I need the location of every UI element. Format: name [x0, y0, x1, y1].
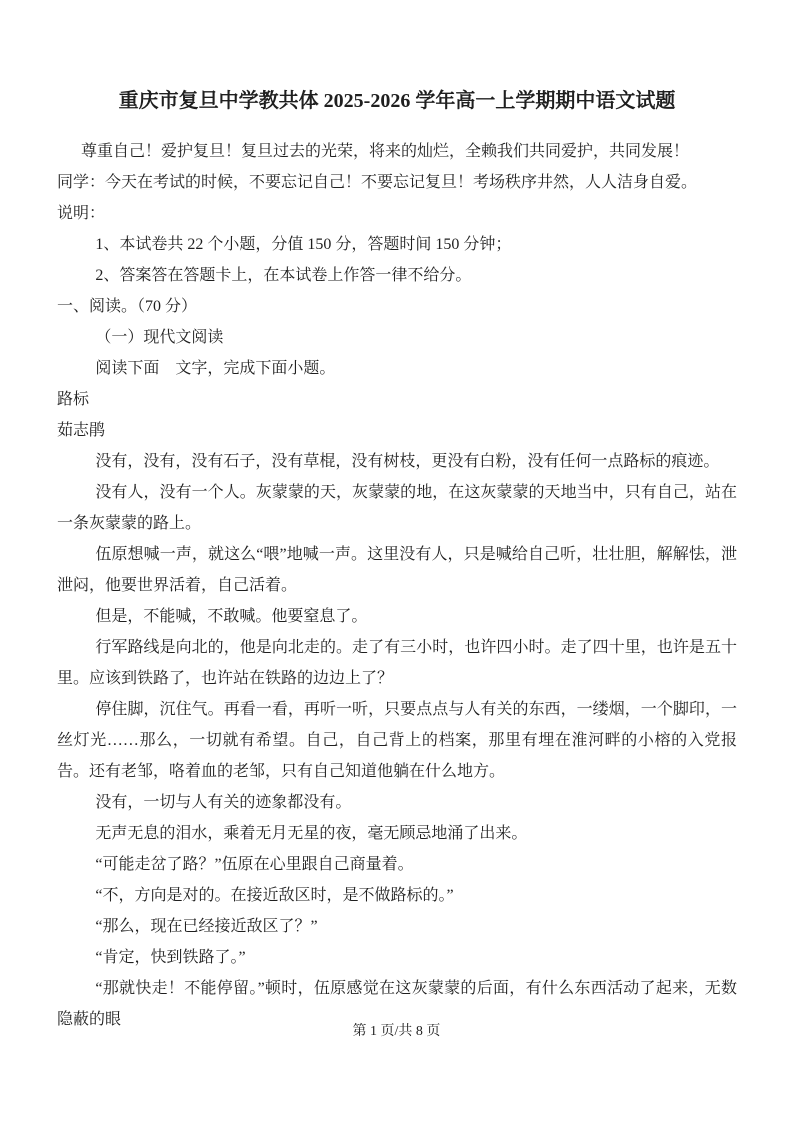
- page-number-indicator: 第 1 页/共 8 页: [352, 1024, 441, 1039]
- page-title: 重庆市复旦中学教共体 2025-2026 学年高一上学期期中语文试题: [118, 90, 676, 112]
- passage-paragraph: 没有，一切与人有关的迹象都没有。: [95, 794, 352, 811]
- passage-paragraph: “可能走岔了路？”伍原在心里跟自己商量着。: [95, 856, 414, 873]
- instruction-item-2: 2、答案答在答题卡上，在本试卷上作答一律不给分。: [95, 267, 472, 284]
- page-footer: [0, 1022, 793, 1042]
- passage-paragraph: “不，方向是对的。在接近敌区时，是不做路标的。”: [95, 887, 454, 904]
- section-heading: 一、阅读。（70 分）: [57, 298, 198, 315]
- passage-paragraph: 没有人，没有一个人。灰蒙蒙的天，灰蒙蒙的地，在这灰蒙蒙的天地当中，只有自己，站在一条灰蒙蒙的路上。: [57, 484, 737, 532]
- notice-motto: 尊重自己！爱护复旦！复旦过去的光荣，将来的灿烂，全赖我们共同爱护，共同发展！: [81, 143, 690, 160]
- passage-paragraph: 伍原想喊一声，就这么“喂”地喊一声。这里没有人，只是喊给自己听，壮壮胆，解解怯，泄泄闷，他要世界活着，自己活着。: [57, 546, 737, 594]
- subsection-heading: （一）现代文阅读: [95, 329, 224, 346]
- notice-reminder: 同学：今天在考试的时候，不要忘记自己！不要忘记复旦！考场秩序井然，人人洁身自爱。: [57, 174, 698, 191]
- passage-paragraph: 没有，没有，没有石子，没有草棍，没有树枝，更没有白粉，没有任何一点路标的痕迹。: [95, 453, 720, 470]
- passage-paragraph: 无声无息的泪水，乘着无月无星的夜，毫无顾忌地涌了出来。: [95, 825, 528, 842]
- passage-paragraph: 行军路线是向北的，他是向北走的。走了有三小时，也许四小时。走了四十里，也许是五十里。应该到铁路了，也许站在铁路的边边上了？: [57, 639, 737, 687]
- passage-paragraph: 但是，不能喊，不敢喊。他要窒息了。: [95, 608, 368, 625]
- passage-paragraph: 停住脚，沉住气。再看一看，再听一听，只要点点与人有关的东西，一缕烟，一个脚印，一丝灯光……那么，一切就有希望。自己，自己背上的档案，那里有埋在淮河畔的小榕的入党报告。还有老邹，咯着血的老邹，只有自己知道他躺在什么地方。: [57, 701, 737, 780]
- passage-intro: 阅读下面 文字，完成下面小题。: [95, 360, 336, 377]
- passage-title: 路标: [57, 391, 90, 408]
- instruction-item-1: 1、本试卷共 22 个小题，分值 150 分，答题时间 150 分钟；: [95, 236, 512, 253]
- passage-author: 茹志鹃: [57, 422, 106, 439]
- passage-paragraph: “那么，现在已经接近敌区了？”: [95, 918, 318, 935]
- passage-paragraph: “那就快走！不能停留。”顿时，伍原感觉在这灰蒙蒙的后面，有什么东西活动了起来，无数隐蔽的眼: [57, 980, 737, 1028]
- passage-paragraph: “肯定，快到铁路了。”: [95, 949, 246, 966]
- instructions-label: 说明：: [57, 205, 106, 222]
